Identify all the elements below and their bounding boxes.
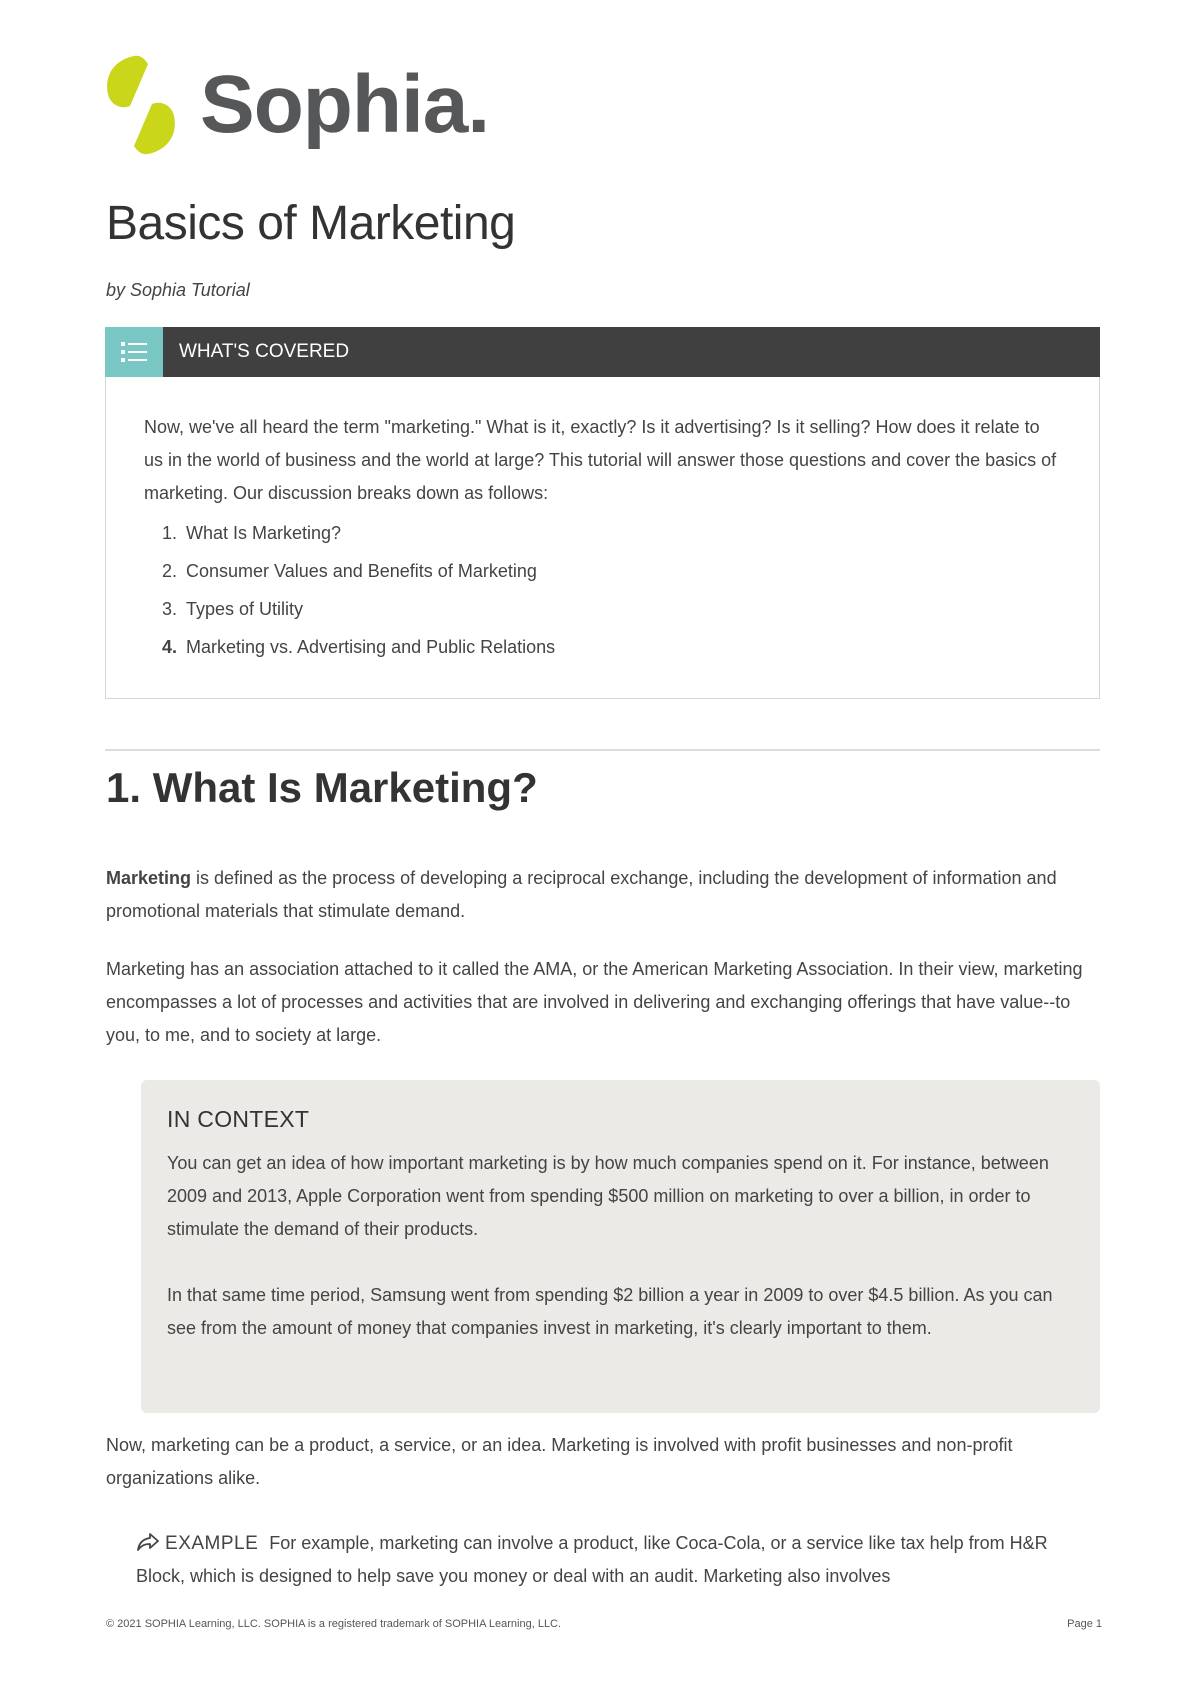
- ama-paragraph: Marketing has an association attached to it called the AMA, or the American Marketing Association. In their view, marketing encompasses a lot of processes and activities that are involved in delivering and exchanging offerings that have value--to you, to me, and to society at large.: [106, 959, 1083, 1045]
- footer-copyright: © 2021 SOPHIA Learning, LLC. SOPHIA is a registered trademark of SOPHIA Learning, LLC.: [106, 1618, 562, 1630]
- in-context-paragraph: You can get an idea of how important marketing is by how much companies spend on it. For instance, between 2009 and 2013, Apple Corporation went from spending $500 million on marketing to over a billion, in order to stimulate the demand of their products.: [167, 1153, 1049, 1239]
- in-context-paragraph: In that same time period, Samsung went from spending $2 billion a year in 2009 to over $4.5 billion. As you can see from the amount of money that companies invest in marketing, it's clearly important to them.: [167, 1285, 1053, 1338]
- list-icon: [105, 327, 163, 377]
- product-service-paragraph: Now, marketing can be a product, a service, or an idea. Marketing is involved with profit businesses and non-profit organizations alike.: [106, 1435, 1013, 1488]
- sophia-logo-mark-icon: [104, 54, 178, 156]
- whats-covered-intro: Now, we've all heard the term "marketing." What is it, exactly? Is it advertising? Is it selling? How does it relate to us in the world of business and the world at large? This tutorial will answer those questions and cover the basics of marketing. Our discussion breaks down as follows:: [144, 417, 1057, 503]
- section-divider: [105, 749, 1100, 751]
- definition-term: Marketing: [106, 868, 192, 888]
- footer-page-number: Page 1: [1067, 1618, 1102, 1630]
- whats-covered-body: [105, 377, 1100, 699]
- list-item: 1. What Is Marketing?: [162, 523, 342, 543]
- byline: by Sophia Tutorial: [106, 280, 250, 300]
- example-text: For example, marketing can involve a product, like Coca-Cola, or a service like tax help from H&R Block, which is designed to help save you money or deal with an audit. Marketing also involves: [136, 1533, 1048, 1586]
- whats-covered-header: [105, 327, 1100, 377]
- in-context-title: IN CONTEXT: [167, 1106, 310, 1132]
- list-item: 2. Consumer Values and Benefits of Marketing: [162, 561, 537, 581]
- section-title: 1. What Is Marketing?: [106, 764, 538, 811]
- list-item: 3. Types of Utility: [162, 599, 304, 619]
- sophia-logo: [104, 54, 489, 156]
- list-item: 4. Marketing vs. Advertising and Public Relations: [162, 637, 556, 657]
- sophia-wordmark: Sophia.: [200, 59, 490, 150]
- share-arrow-icon: [136, 1532, 160, 1552]
- document-title: Basics of Marketing: [106, 197, 516, 250]
- whats-covered-title: WHAT'S COVERED: [179, 341, 350, 362]
- example-block: [136, 1527, 1098, 1593]
- whats-covered-list: [144, 514, 1061, 666]
- example-label: EXAMPLE: [165, 1533, 259, 1554]
- definition-paragraph: Marketing is defined as the process of developing a reciprocal exchange, including the development of information and promotional materials that stimulate demand.: [106, 868, 1057, 921]
- in-context-box: [141, 1080, 1100, 1413]
- whats-covered-box: [105, 327, 1100, 699]
